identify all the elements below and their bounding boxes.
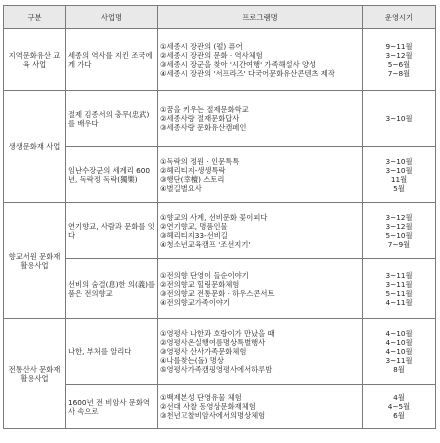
program-item: ④청소년교육캠프 '조선지기': [160, 239, 251, 249]
program-item: ①영평사 나한과 호랑이가 만났을 때: [160, 329, 275, 338]
category-label: 전통산사 문화재 활용사업: [8, 364, 61, 383]
category-cell: [4, 319, 66, 429]
project-name: 세종의 역사를 지킨 조국에게 가다: [68, 50, 153, 69]
program-item: ①세종시 장관의 (펄) 퓨어: [160, 41, 243, 51]
table-row: [4, 29, 436, 91]
table-row: [4, 203, 436, 259]
project-cell: [66, 147, 158, 203]
program-item: ④나를찾는(돌) 명상: [160, 356, 224, 365]
project-cell: [66, 385, 158, 429]
program-cell: [158, 385, 363, 429]
program-cell: [158, 319, 363, 385]
program-item: ②세종시 장관의 문화 · 역사체험: [160, 50, 263, 60]
table-row: [4, 259, 436, 319]
table-row: [4, 91, 436, 147]
program-item: ①전의향 단영이 들순이야기: [160, 270, 249, 280]
program-item: ①백제본성 단영유물 체험: [160, 393, 242, 402]
header-category: 구분: [4, 6, 66, 29]
program-item: ②연기향교, 명품인물: [160, 221, 228, 231]
program-item: ①향교의 사계, 선비문화 꽃이피다: [160, 212, 268, 222]
period-item: 5~10월: [385, 230, 413, 240]
period-item: 8월: [393, 365, 405, 374]
category-cell: [4, 29, 66, 91]
period-item: 4~5월: [387, 402, 411, 411]
program-item: ②영평사온실행여름명상특별행사: [160, 338, 266, 347]
program-table: [3, 5, 436, 429]
program-item: ③헤리티지33-선비길: [160, 230, 228, 240]
program-item: ②전의향교 힐링문화체험: [160, 279, 240, 289]
period-cell: [363, 319, 436, 385]
period-item: 11월: [390, 174, 408, 184]
project-cell: [66, 259, 158, 319]
period-cell: [363, 259, 436, 319]
period-item: 3~11월: [385, 356, 413, 365]
project-name: 나한, 부처를 알리다: [68, 347, 132, 356]
program-item: ①꿈을 키우는 절제문화학교: [160, 105, 249, 114]
program-item: ③행단(幸檀) 스토리: [160, 174, 225, 184]
period-item: 5~11월: [385, 288, 413, 298]
program-item: ④세종시 장관의 '서프라즈' 다국어문화유산콘텐츠 제작: [160, 68, 335, 78]
program-item: ③세종사랑 문화유산캠페인: [160, 123, 247, 132]
period-item: 5~6월: [387, 59, 411, 69]
period-item: 7~8월: [387, 68, 411, 78]
project-cell: [66, 203, 158, 259]
period-cell: [363, 203, 436, 259]
program-item: ②선대 사찰 동영상문화재체험: [160, 402, 256, 411]
category-cell: [4, 203, 66, 319]
program-item: ③전의향교 전통문화 · 하우스콘서트: [160, 288, 275, 298]
program-item: ⑤영평사가족캠핑영평사에서하루밤: [160, 365, 273, 374]
period-item: 3~12월: [385, 50, 413, 60]
project-name: 연기향교, 사람과 문화를 잇다: [68, 221, 155, 240]
project-cell: [66, 91, 158, 147]
program-cell: [158, 91, 363, 147]
period-item: 3~11월: [385, 270, 413, 280]
program-cell: [158, 29, 363, 91]
period-item: 5월: [393, 183, 405, 193]
program-item: ③영평사 산사가족문화체험: [160, 347, 247, 356]
header-project: 사업명: [66, 6, 158, 29]
period-cell: [363, 385, 436, 429]
table-header-row: [4, 6, 436, 29]
category-cell: [4, 91, 66, 203]
program-item: ③세종시 장군을 찾아 '시간여행' 가족해설사 양성: [160, 59, 317, 69]
program-item: ④전의향교가족이야기: [160, 297, 230, 307]
program-cell: [158, 203, 363, 259]
period-item: 4월: [393, 393, 405, 402]
program-item: ①독락의 정원 · 인문특특: [160, 156, 240, 166]
project-name: 임난수장군의 세계리 600년, 독락정 독락(獨樂): [68, 165, 151, 184]
period-item: 4~10월: [385, 347, 413, 356]
period-item: 3~10월: [385, 165, 413, 175]
period-item: 9~11월: [385, 41, 413, 51]
header-period: 운영시기: [363, 6, 436, 29]
table-row: [4, 319, 436, 385]
period-item: 6월: [393, 411, 405, 420]
table-row: [4, 147, 436, 203]
period-item: 3~12월: [385, 221, 413, 231]
program-cell: [158, 259, 363, 319]
category-label: 지역문화유산 교육 사업: [8, 50, 61, 69]
project-name: 1600년 전 비암사 문화역사 속으로: [68, 397, 150, 416]
period-item: 4~11월: [385, 297, 413, 307]
category-label: 향교서원 문화재 활용사업: [8, 251, 61, 270]
period-item: 7~9월: [387, 239, 411, 249]
period-cell: [363, 91, 436, 147]
project-name: 절제 김종서의 충무(忠武)를 배우다: [68, 109, 150, 128]
project-name: 선비의 숨결(息)한 의(義)를 품은 전의향교: [68, 279, 156, 298]
header-program: 프로그램명: [158, 6, 363, 29]
program-item: ③천년고찰비암사에서의명상체험: [160, 411, 266, 420]
program-item: ②헤리티지-생생특락: [160, 165, 226, 175]
period-item: 3~11월: [385, 279, 413, 289]
project-cell: [66, 29, 158, 91]
period-item: 4~10월: [385, 338, 413, 347]
period-item: 3~10월: [385, 114, 413, 123]
project-cell: [66, 319, 158, 385]
period-cell: [363, 29, 436, 91]
period-cell: [363, 147, 436, 203]
category-label: 생생문화재 사업: [8, 142, 61, 151]
program-cell: [158, 147, 363, 203]
program-item: ②세종사랑 절재문화답사: [160, 114, 240, 123]
table-row: [4, 385, 436, 429]
period-item: 3~12월: [385, 212, 413, 222]
program-item: ④별길별요사: [160, 183, 202, 193]
period-item: 4~10월: [385, 329, 413, 338]
period-item: 3~10월: [385, 156, 413, 166]
